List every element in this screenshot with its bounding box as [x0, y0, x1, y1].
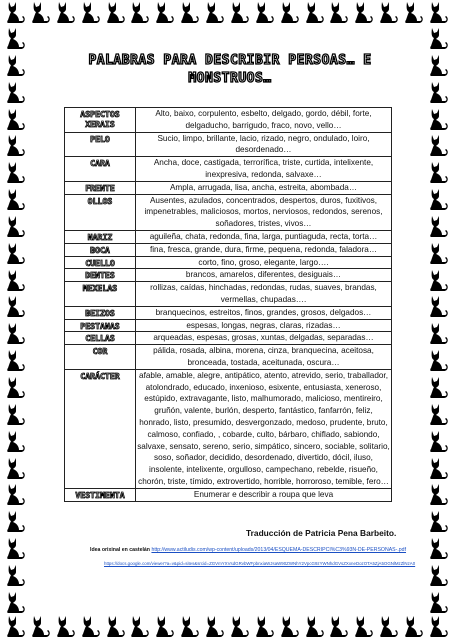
row-words: Sucio, limpo, brillante, lacio, rizado, negro, ondulado, loiro, desordenado… [136, 132, 392, 157]
table-row [65, 332, 392, 345]
cat-icon [29, 0, 51, 24]
cat-icon [303, 0, 325, 24]
cat-icon [427, 456, 449, 480]
title-line-2: MONSTRUOS… [188, 71, 272, 86]
row-words: afable, amable, alegre, antipático, atento, atrevido, serio, traballador, atolondrado, educado, inxenioso, esixente, entusiasta, xeneroso, estúpido, extravagante, listo, malhumorado, malicioso, mentireiro, gruñón, valente, burlón, desperto, fantástico, fanfarrón, feliz, honrado, listo, presumido, desvergonzado, medoso, prudente, bruto, calmoso, confiado, , cobarde, culto, bárbaro, chiflado, sabiondo, salvaxe, sensato, sereno, serio, simpático, sincero, sociable, solitario, soso, soñador, decidido, desordenado, divertido, dócil, iluso, insolente, intelixente, orgulloso, campechano, rebelde, risueño, chorón, triste, tímido, extrovertido, horrible, horroroso, temible, fero… [136, 369, 392, 488]
row-label: CELLAS [65, 332, 136, 345]
cat-icon [54, 614, 76, 638]
cat-icon [178, 0, 200, 24]
row-label: OLLOS [65, 194, 136, 230]
cat-icon [4, 402, 26, 426]
cat-icon [427, 429, 449, 453]
right-cat-border [425, 26, 451, 614]
row-words: aguileña, chata, redonda, fina, larga, puntiaguda, recta, torta… [136, 230, 392, 243]
cat-icon [427, 294, 449, 318]
cat-icon [4, 53, 26, 77]
cat-icon [427, 482, 449, 506]
cat-icon [128, 614, 150, 638]
row-words: Ancha, doce, castigada, terrorífica, triste, curtida, intelixente, inexpresiva, redonda, salvaxe… [136, 157, 392, 182]
cat-icon [178, 614, 200, 638]
cat-icon [4, 321, 26, 345]
table-row [65, 269, 392, 282]
table-row [65, 488, 392, 501]
cat-icon [4, 563, 26, 587]
table-row [65, 369, 392, 488]
row-label: BEIZOS [65, 306, 136, 319]
table-row [65, 306, 392, 319]
row-label: PESTANAS [65, 319, 136, 332]
cat-icon [427, 160, 449, 184]
cat-icon [427, 590, 449, 614]
cat-icon [427, 26, 449, 50]
cat-icon [153, 614, 175, 638]
google-docs-link[interactable]: https://docs.google.com/viewer?a=v&pid=sites&srcid=ZGVmYXVsdGRvbWFpbnxiaWJsaW90ZWNhY2VpcG9zYWNhdGVsZXxneDozOTA5ZjA5OGNlMzZlNzA0 [104, 561, 416, 566]
row-label: MEXELAS [65, 282, 136, 307]
row-words: rollizas, caídas, hinchadas, redondas, rudas, suaves, brandas, vermellas, chupadas…. [136, 282, 392, 307]
cat-icon [4, 187, 26, 211]
cat-icon [427, 107, 449, 131]
row-words: fina, fresca, grande, dura, firme, pequena, redonda, faladora… [136, 243, 392, 256]
bottom-cat-border [0, 614, 453, 640]
cat-icon [4, 614, 26, 638]
row-label: ASPECTOS XERAIS [65, 108, 136, 133]
cat-icon [427, 321, 449, 345]
cat-icon [4, 241, 26, 265]
cat-icon [303, 614, 325, 638]
cat-icon [4, 482, 26, 506]
cat-icon [427, 187, 449, 211]
row-label: BOCA [65, 243, 136, 256]
row-words: corto, fino, groso, elegante, largo…. [136, 256, 392, 269]
table-row [65, 319, 392, 332]
title-line-1: PALABRAS PARA DESCRIBIR PERSOAS… E [88, 53, 372, 68]
row-words: Ausentes, azulados, concentrados, despertos, duros, fuxitivos, impenetrables, maliciosos, mortos, nerviosos, redondos, serenos, soñadores, tristes, vivos… [136, 194, 392, 230]
cat-icon [427, 614, 449, 638]
cat-icon [427, 402, 449, 426]
cat-icon [4, 429, 26, 453]
cat-icon [4, 268, 26, 292]
cat-icon [427, 133, 449, 157]
table-row [65, 230, 392, 243]
cat-icon [427, 0, 449, 24]
original-idea-link[interactable]: http://www.actiludis.com/wp-content/uploads/2013/04/ESQUEMA-DESCRIPCI%C3%93N-DE-PERSONAS-.pdf [151, 547, 407, 553]
row-label: CUELLO [65, 256, 136, 269]
cat-icon [427, 268, 449, 292]
row-words: arqueadas, espesas, grosas, xuntas, delgadas, separadas… [136, 332, 392, 345]
cat-icon [4, 214, 26, 238]
cat-icon [4, 0, 26, 24]
cat-icon [54, 0, 76, 24]
row-label: DENTES [65, 269, 136, 282]
cat-icon [4, 348, 26, 372]
original-idea-line [90, 547, 406, 553]
row-label: COR [65, 345, 136, 370]
cat-icon [352, 0, 374, 24]
row-label: CARA [65, 157, 136, 182]
cat-icon [4, 536, 26, 560]
table-row [65, 108, 392, 133]
translation-credit: Traducción de Patricia Pena Barbeito. [246, 528, 397, 538]
original-idea-label: Idea orixinal en castelán [90, 547, 150, 553]
cat-icon [228, 614, 250, 638]
table-row [65, 181, 392, 194]
cat-icon [4, 133, 26, 157]
cat-icon [427, 536, 449, 560]
cat-icon [128, 0, 150, 24]
row-words: pálida, rosada, albina, morena, cinza, branquecina, aceitosa, bronceada, tostada, aceitunada, oscura… [136, 345, 392, 370]
cat-icon [79, 0, 101, 24]
cat-icon [253, 0, 275, 24]
row-words: Enumerar e describir a roupa que leva [136, 488, 392, 501]
row-label: CARÁCTER [65, 369, 136, 488]
table-row [65, 256, 392, 269]
row-label: PELO [65, 132, 136, 157]
cat-icon [4, 26, 26, 50]
cat-icon [427, 214, 449, 238]
row-label: NARIZ [65, 230, 136, 243]
cat-icon [104, 614, 126, 638]
vocabulary-table [64, 107, 392, 502]
cat-icon [352, 614, 374, 638]
row-words: brancos, amarelos, diferentes, desiguais… [136, 269, 392, 282]
cat-icon [427, 375, 449, 399]
cat-icon [79, 614, 101, 638]
cat-icon [203, 614, 225, 638]
top-cat-border [0, 0, 453, 26]
cat-icon [4, 80, 26, 104]
cat-icon [427, 53, 449, 77]
cat-icon [4, 509, 26, 533]
cat-icon [402, 0, 424, 24]
table-row [65, 194, 392, 230]
cat-icon [4, 294, 26, 318]
cat-icon [4, 107, 26, 131]
row-label: FRENTE [65, 181, 136, 194]
table-row [65, 157, 392, 182]
cat-icon [427, 348, 449, 372]
cat-icon [4, 375, 26, 399]
cat-icon [427, 563, 449, 587]
table-row [65, 132, 392, 157]
table-row [65, 282, 392, 307]
cat-icon [29, 614, 51, 638]
cat-icon [427, 509, 449, 533]
table-row [65, 243, 392, 256]
cat-icon [4, 160, 26, 184]
cat-icon [104, 0, 126, 24]
row-words: branquecinos, estreitos, finos, grandes, grosos, delgados… [136, 306, 392, 319]
cat-icon [203, 0, 225, 24]
cat-icon [153, 0, 175, 24]
cat-icon [253, 614, 275, 638]
cat-icon [427, 80, 449, 104]
cat-icon [4, 456, 26, 480]
row-words: Ampla, arrugada, lisa, ancha, estreita, abombada… [136, 181, 392, 194]
cat-icon [228, 0, 250, 24]
cat-icon [4, 590, 26, 614]
cat-icon [377, 614, 399, 638]
left-cat-border [2, 26, 28, 614]
cat-icon [278, 614, 300, 638]
cat-icon [402, 614, 424, 638]
page-title [70, 52, 390, 88]
cat-icon [427, 241, 449, 265]
row-label: VESTIMENTA [65, 488, 136, 501]
row-words: Alto, baixo, corpulento, esbelto, delgado, gordo, débil, forte, delgaducho, barrigudo, fraco, novo, vello… [136, 108, 392, 133]
cat-icon [327, 614, 349, 638]
row-words: espesas, longas, negras, claras, rizadas… [136, 319, 392, 332]
table-row [65, 345, 392, 370]
cat-icon [377, 0, 399, 24]
cat-icon [278, 0, 300, 24]
cat-icon [327, 0, 349, 24]
